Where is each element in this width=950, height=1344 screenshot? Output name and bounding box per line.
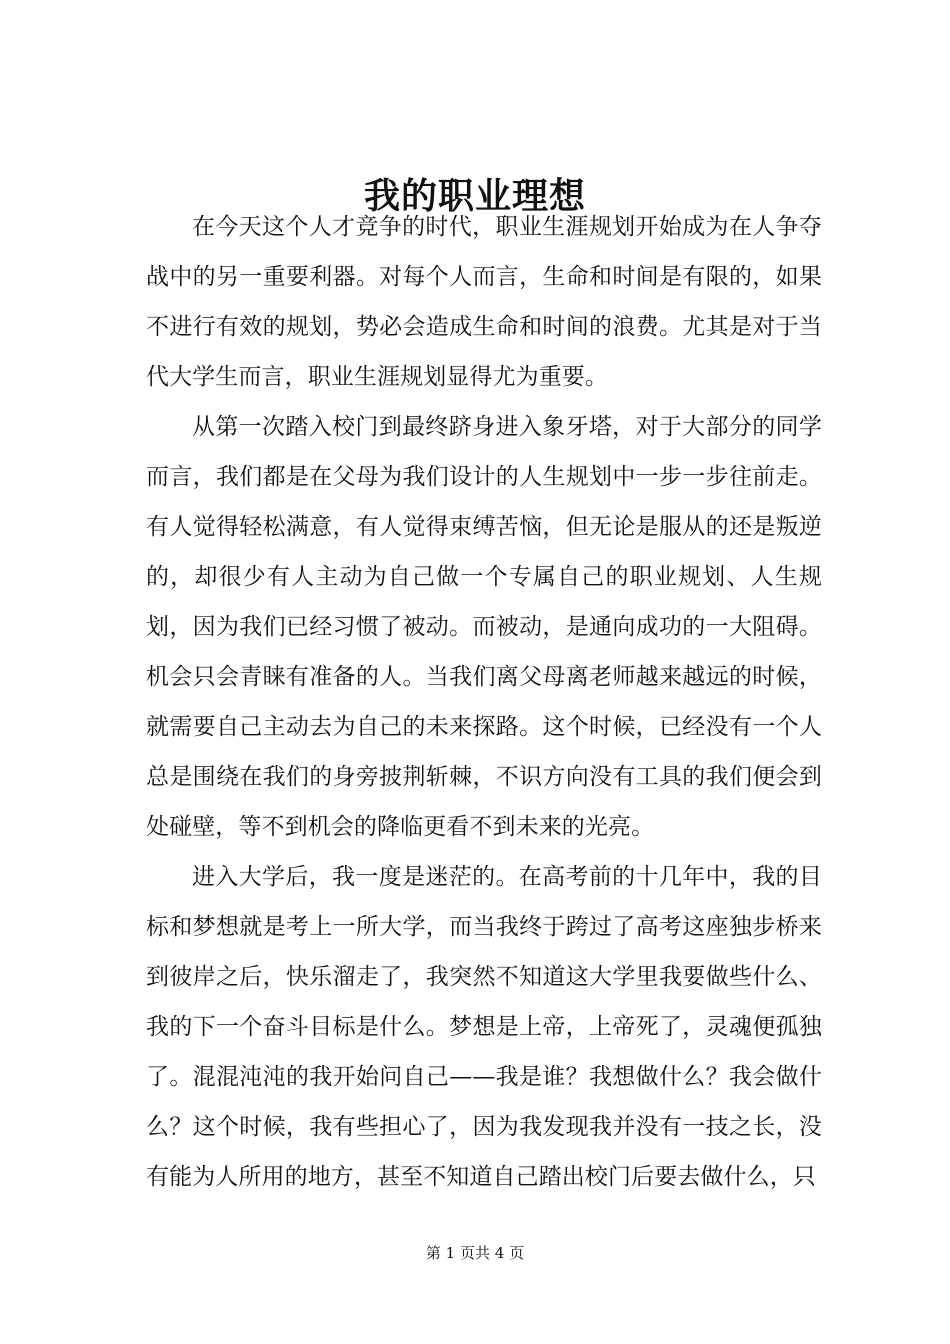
document-title: 我的职业理想 [363, 175, 586, 218]
document-body [146, 202, 822, 1202]
paragraph-2: 从第一次踏入校门到最终跻身进入象牙塔，对于大部分的同学而言，我们都是在父母为我们设计的人生规划中一步一步往前走。有人觉得轻松满意，有人觉得束缚苦恼，但无论是服从的还是叛逆的，却很少有人主动为自己做一个专属自己的职业规划、人生规划，因为我们已经习惯了被动。而被动，是通向成功的一大阻碍。机会只会青睐有准备的人。当我们离父母离老师越来越远的时候，就需要自己主动去为自己的未来探路。这个时候，已经没有一个人总是围绕在我们的身旁披荆斩棘，不识方向没有工具的我们便会到处碰壁，等不到机会的降临更看不到未来的光亮。 [146, 414, 822, 840]
page-number-footer: 第 1 页共 4 页 [425, 1244, 525, 1262]
paragraph-1: 在今天这个人才竞争的时代，职业生涯规划开始成为在人争夺战中的另一重要利器。对每个人而言，生命和时间是有限的，如果不进行有效的规划，势必会造成生命和时间的浪费。尤其是对于当代大学生而言，职业生涯规划显得尤为重要。 [146, 214, 822, 390]
paragraph-3: 进入大学后，我一度是迷茫的。在高考前的十几年中，我的目标和梦想就是考上一所大学，而当我终于跨过了高考这座独步桥来到彼岸之后，快乐溜走了，我突然不知道这大学里我要做些什么、我的下一个奋斗目标是什么。梦想是上帝，上帝死了，灵魂便孤独了。混混沌沌的我开始问自己——我是谁？我想做什么？我会做什么？这个时候，我有些担心了，因为我发现我并没有一技之长，没有能为人所用的地方，甚至不知道自己踏出校门后要去做什么，只 [146, 864, 822, 1190]
